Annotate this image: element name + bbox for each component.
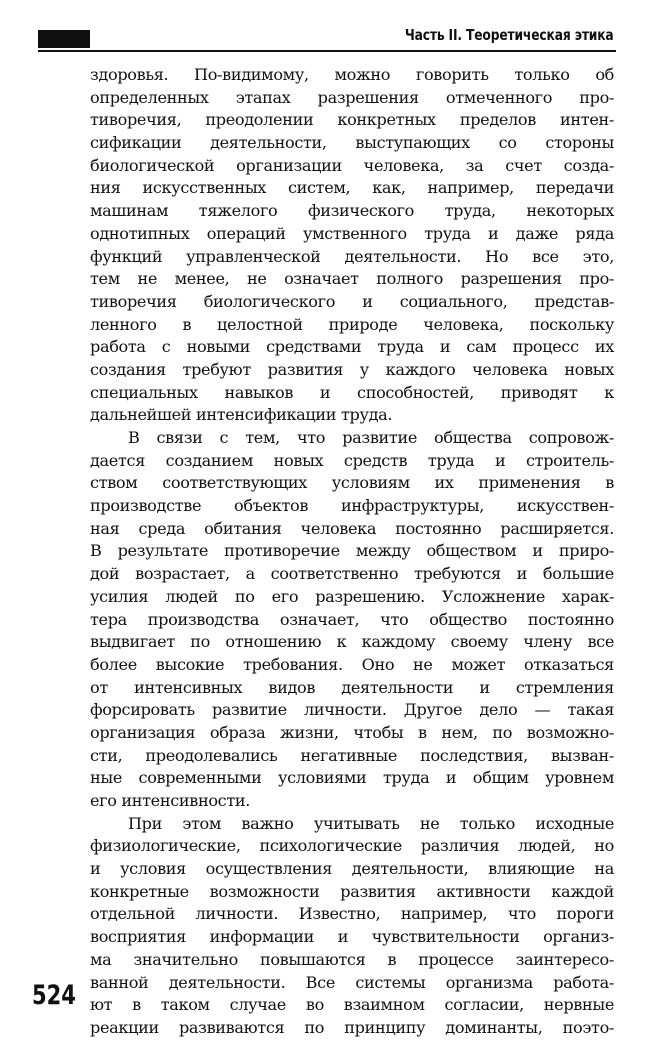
text-line: ма значительно повышаются в процессе заинтересо- (90, 949, 614, 969)
text-line: В результате противоречие между обществом и приро- (90, 541, 614, 561)
text-line: его интенсивности. (90, 791, 251, 810)
text-line: тиворечия биологического и социального, представ- (90, 291, 614, 311)
text-line: определенных этапах разрешения отмеченного про- (90, 87, 614, 107)
text-line: и условия осуществления деятельности, влияющие на (90, 859, 614, 879)
text-line: тиворечия, преодолении конкретных пределов интен- (90, 110, 614, 130)
header-rule (38, 50, 616, 52)
text-line: биологической организации человека, за счет созда- (90, 155, 614, 175)
text-line: выдвигает по отношению к каждому своему члену все (90, 632, 614, 652)
text-line: ная среда обитания человека постоянно расширяется. (90, 518, 614, 538)
text-line: ния искусственных систем, как, например, передачи (90, 178, 614, 198)
running-header (38, 22, 616, 52)
text-line: работа с новыми средствами труда и сам процесс их (90, 337, 614, 357)
text-line: машинам тяжелого физического труда, некоторых (90, 201, 614, 221)
text-line: физиологические, психологические различия людей, но (90, 836, 614, 856)
text-line: тем не менее, не означает полного разрешения про- (90, 269, 614, 289)
text-line: восприятия информации и чувствительности организ- (90, 927, 614, 947)
body-text (90, 64, 614, 1040)
header-black-bar (38, 30, 90, 48)
text-line: функций управленческой деятельности. Но все это, (90, 246, 614, 266)
text-line: конкретные возможности развития активности каждой (90, 881, 614, 901)
text-line: В связи с тем, что развитие общества сопровож- (128, 428, 614, 447)
text-line: дой возрастает, а соответственно требуются и большие (90, 564, 614, 584)
text-line: создания требуют развития у каждого человека новых (90, 359, 614, 379)
text-line: отдельной личности. Известно, например, что пороги (90, 904, 614, 924)
text-line: ленного в целостной природе человека, поскольку (90, 314, 614, 334)
text-line: дальнейшей интенсификации труда. (90, 405, 393, 425)
text-line: специальных навыков и способностей, приводят к (90, 382, 614, 402)
page-number: 524 (32, 980, 76, 1011)
text-line: сти, преодолевались негативные последствия, вызван- (90, 745, 614, 765)
text-line: сификации деятельности, выступающих со стороны (90, 133, 614, 153)
text-line: ют в таком случае во взаимном согласии, нервные (90, 995, 614, 1015)
text-line: ванной деятельности. Все системы организма работа- (90, 972, 614, 992)
text-line: однотипных операций умственного труда и даже ряда (90, 223, 614, 243)
text-line: форсировать развитие личности. Другое дело — такая (90, 700, 614, 720)
text-line: организация образа жизни, чтобы в нем, по возможно- (90, 722, 614, 742)
text-line: ные современными условиями труда и общим уровнем (90, 768, 614, 788)
text-line: производстве объектов инфраструктуры, искусствен- (90, 496, 614, 516)
text-line: более высокие требования. Оно не может отказаться (90, 654, 614, 674)
text-line: от интенсивных видов деятельности и стремления (90, 677, 614, 697)
text-line: ством соответствующих условиям их применения в (90, 473, 614, 493)
text-line: дается созданием новых средств труда и строитель- (90, 450, 614, 470)
text-line: При этом важно учитывать не только исходные (128, 813, 614, 833)
text-line: здоровья. По-видимому, можно говорить только об (90, 65, 614, 84)
text-line: тера производства означает, что общество постоянно (90, 609, 614, 629)
text-line: реакции развиваются по принципу доминанты, поэто- (90, 1017, 614, 1037)
header-title: Часть II. Теоретическая этика (405, 26, 614, 44)
text-line: усилия людей по его разрешению. Усложнение харак- (90, 586, 614, 606)
